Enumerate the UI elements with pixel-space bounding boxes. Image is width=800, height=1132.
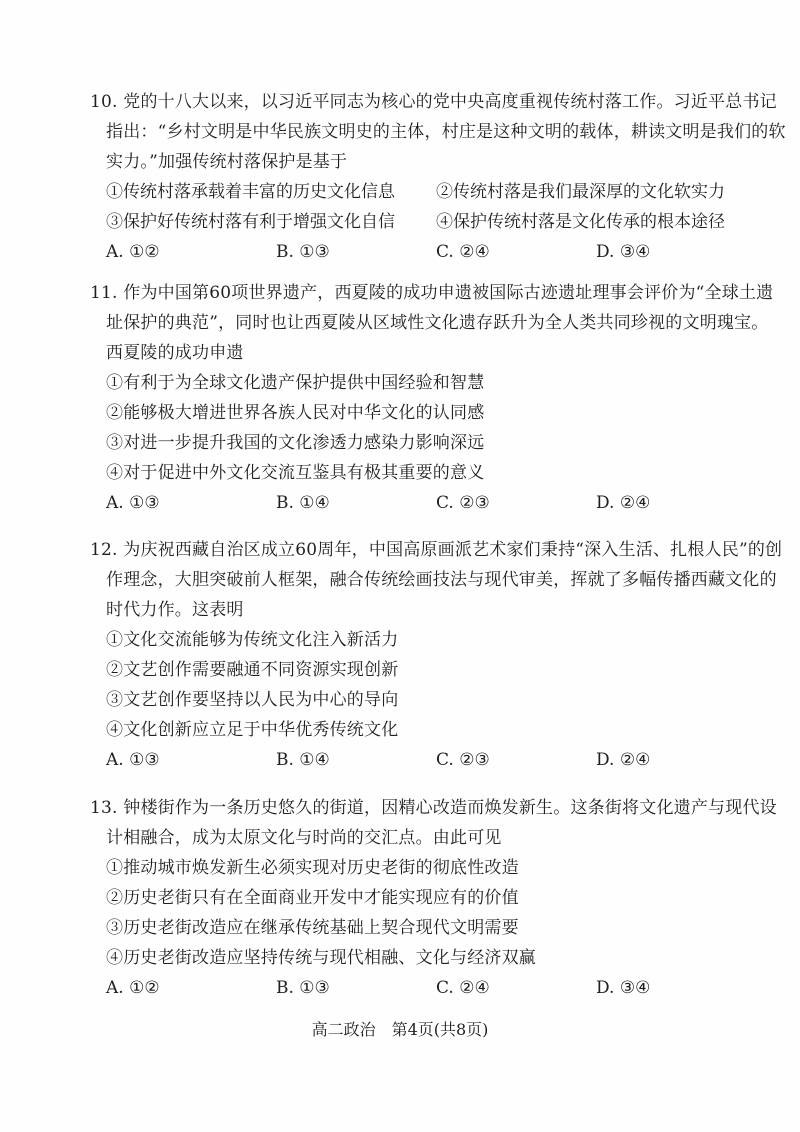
question-13-answer-b: B. ①③ (276, 978, 330, 998)
question-11-answers (90, 488, 730, 518)
question-12-option-2: ②文艺创作需要融通不同资源实现创新 (106, 660, 399, 680)
question-12-answers (90, 745, 730, 775)
question-11 (90, 278, 774, 518)
question-13-stem-line-2: 计相融合，成为太原文化与时尚的交汇点。由此可见 (106, 828, 502, 848)
question-12 (90, 535, 783, 775)
question-10-answer-c: C. ②④ (436, 242, 490, 262)
question-12-stem-line-1: 12. 为庆祝西藏自治区成立60周年，中国高原画派艺术家们秉持“深入生活、扎根人民”的创 (90, 540, 783, 560)
question-10-answers (90, 237, 730, 267)
question-10-option-3: ③保护好传统村落有利于增强文化自信 (106, 212, 395, 232)
question-10-stem-line-2: 指出：“乡村文明是中华民族文明史的主体，村庄是这种文明的载体，耕读文明是我们的软 (106, 122, 786, 142)
question-13-answers (90, 973, 730, 1003)
question-13-option-4: ④历史老街改造应坚持传统与现代相融、文化与经济双赢 (106, 948, 536, 968)
question-11-option-3: ③对进一步提升我国的文化渗透力感染力影响深远 (106, 433, 485, 453)
question-12-option-4: ④文化创新应立足于中华优秀传统文化 (106, 720, 399, 740)
question-12-answer-c: C. ②③ (436, 750, 490, 770)
question-10-answer-a: A. ①② (106, 242, 160, 262)
question-10-option-1: ①传统村落承载着丰富的历史文化信息 (106, 182, 395, 202)
question-12-answer-a: A. ①③ (106, 750, 160, 770)
question-10-answer-d: D. ③④ (596, 242, 651, 262)
question-13-answer-c: C. ②④ (436, 978, 490, 998)
question-11-stem-line-1: 11. 作为中国第60项世界遗产，西夏陵的成功申遗被国际古迹遗址理事会评价为“全球土遗 (90, 283, 774, 303)
question-12-option-1: ①文化交流能够为传统文化注入新活力 (106, 630, 399, 650)
question-13-option-3: ③历史老街改造应在继承传统基础上契合现代文明需要 (106, 918, 519, 938)
question-13-option-1: ①推动城市焕发新生必须实现对历史老街的彻底性改造 (106, 858, 519, 878)
question-10-stem-line-3: 实力。”加强传统村落保护是基于 (106, 152, 348, 172)
question-13-stem-line-1: 13. 钟楼街作为一条历史悠久的街道，因精心改造而焕发新生。这条街将文化遗产与现代设 (90, 798, 777, 818)
question-12-answer-d: D. ②④ (596, 750, 651, 770)
question-12-answer-b: B. ①④ (276, 750, 330, 770)
question-11-option-2: ②能够极大增进世界各族人民对中华文化的认同感 (106, 403, 485, 423)
question-10 (90, 87, 786, 267)
question-11-answer-c: C. ②③ (436, 493, 490, 513)
question-12-stem-line-3: 时代力作。这表明 (106, 600, 244, 620)
question-10-option-2: ②传统村落是我们最深厚的文化软实力 (436, 182, 725, 202)
question-13-option-2: ②历史老街只有在全面商业开发中才能实现应有的价值 (106, 888, 519, 908)
question-11-answer-d: D. ②④ (596, 493, 651, 513)
question-11-answer-a: A. ①③ (106, 493, 160, 513)
question-12-stem-line-2: 作理念，大胆突破前人框架，融合传统绘画技法与现代审美，挥就了多幅传播西藏文化的 (106, 570, 777, 590)
question-10-answer-b: B. ①③ (276, 242, 330, 262)
page-footer: 高二政治 第4页(共8页) (311, 1020, 489, 1039)
question-13-answer-a: A. ①② (106, 978, 160, 998)
question-12-option-3: ③文艺创作要坚持以人民为中心的导向 (106, 690, 399, 710)
question-11-stem-line-2: 址保护的典范”，同时也让西夏陵从区域性文化遗存跃升为全人类共同珍视的文明瑰宝。 (106, 313, 769, 333)
question-10-option-4: ④保护传统村落是文化传承的根本途径 (436, 212, 725, 232)
question-10-options-row-2 (90, 207, 730, 237)
question-11-option-1: ①有利于为全球文化遗产保护提供中国经验和智慧 (106, 373, 485, 393)
question-11-answer-b: B. ①④ (276, 493, 330, 513)
question-10-options-row-1 (90, 177, 730, 207)
question-13-answer-d: D. ③④ (596, 978, 651, 998)
question-10-stem-line-1: 10. 党的十八大以来，以习近平同志为核心的党中央高度重视传统村落工作。习近平总书记 (90, 92, 777, 112)
question-13 (90, 793, 777, 1003)
question-11-option-4: ④对于促进中外文化交流互鉴具有极其重要的意义 (106, 463, 485, 483)
question-11-stem-line-3: 西夏陵的成功申遗 (106, 343, 244, 363)
